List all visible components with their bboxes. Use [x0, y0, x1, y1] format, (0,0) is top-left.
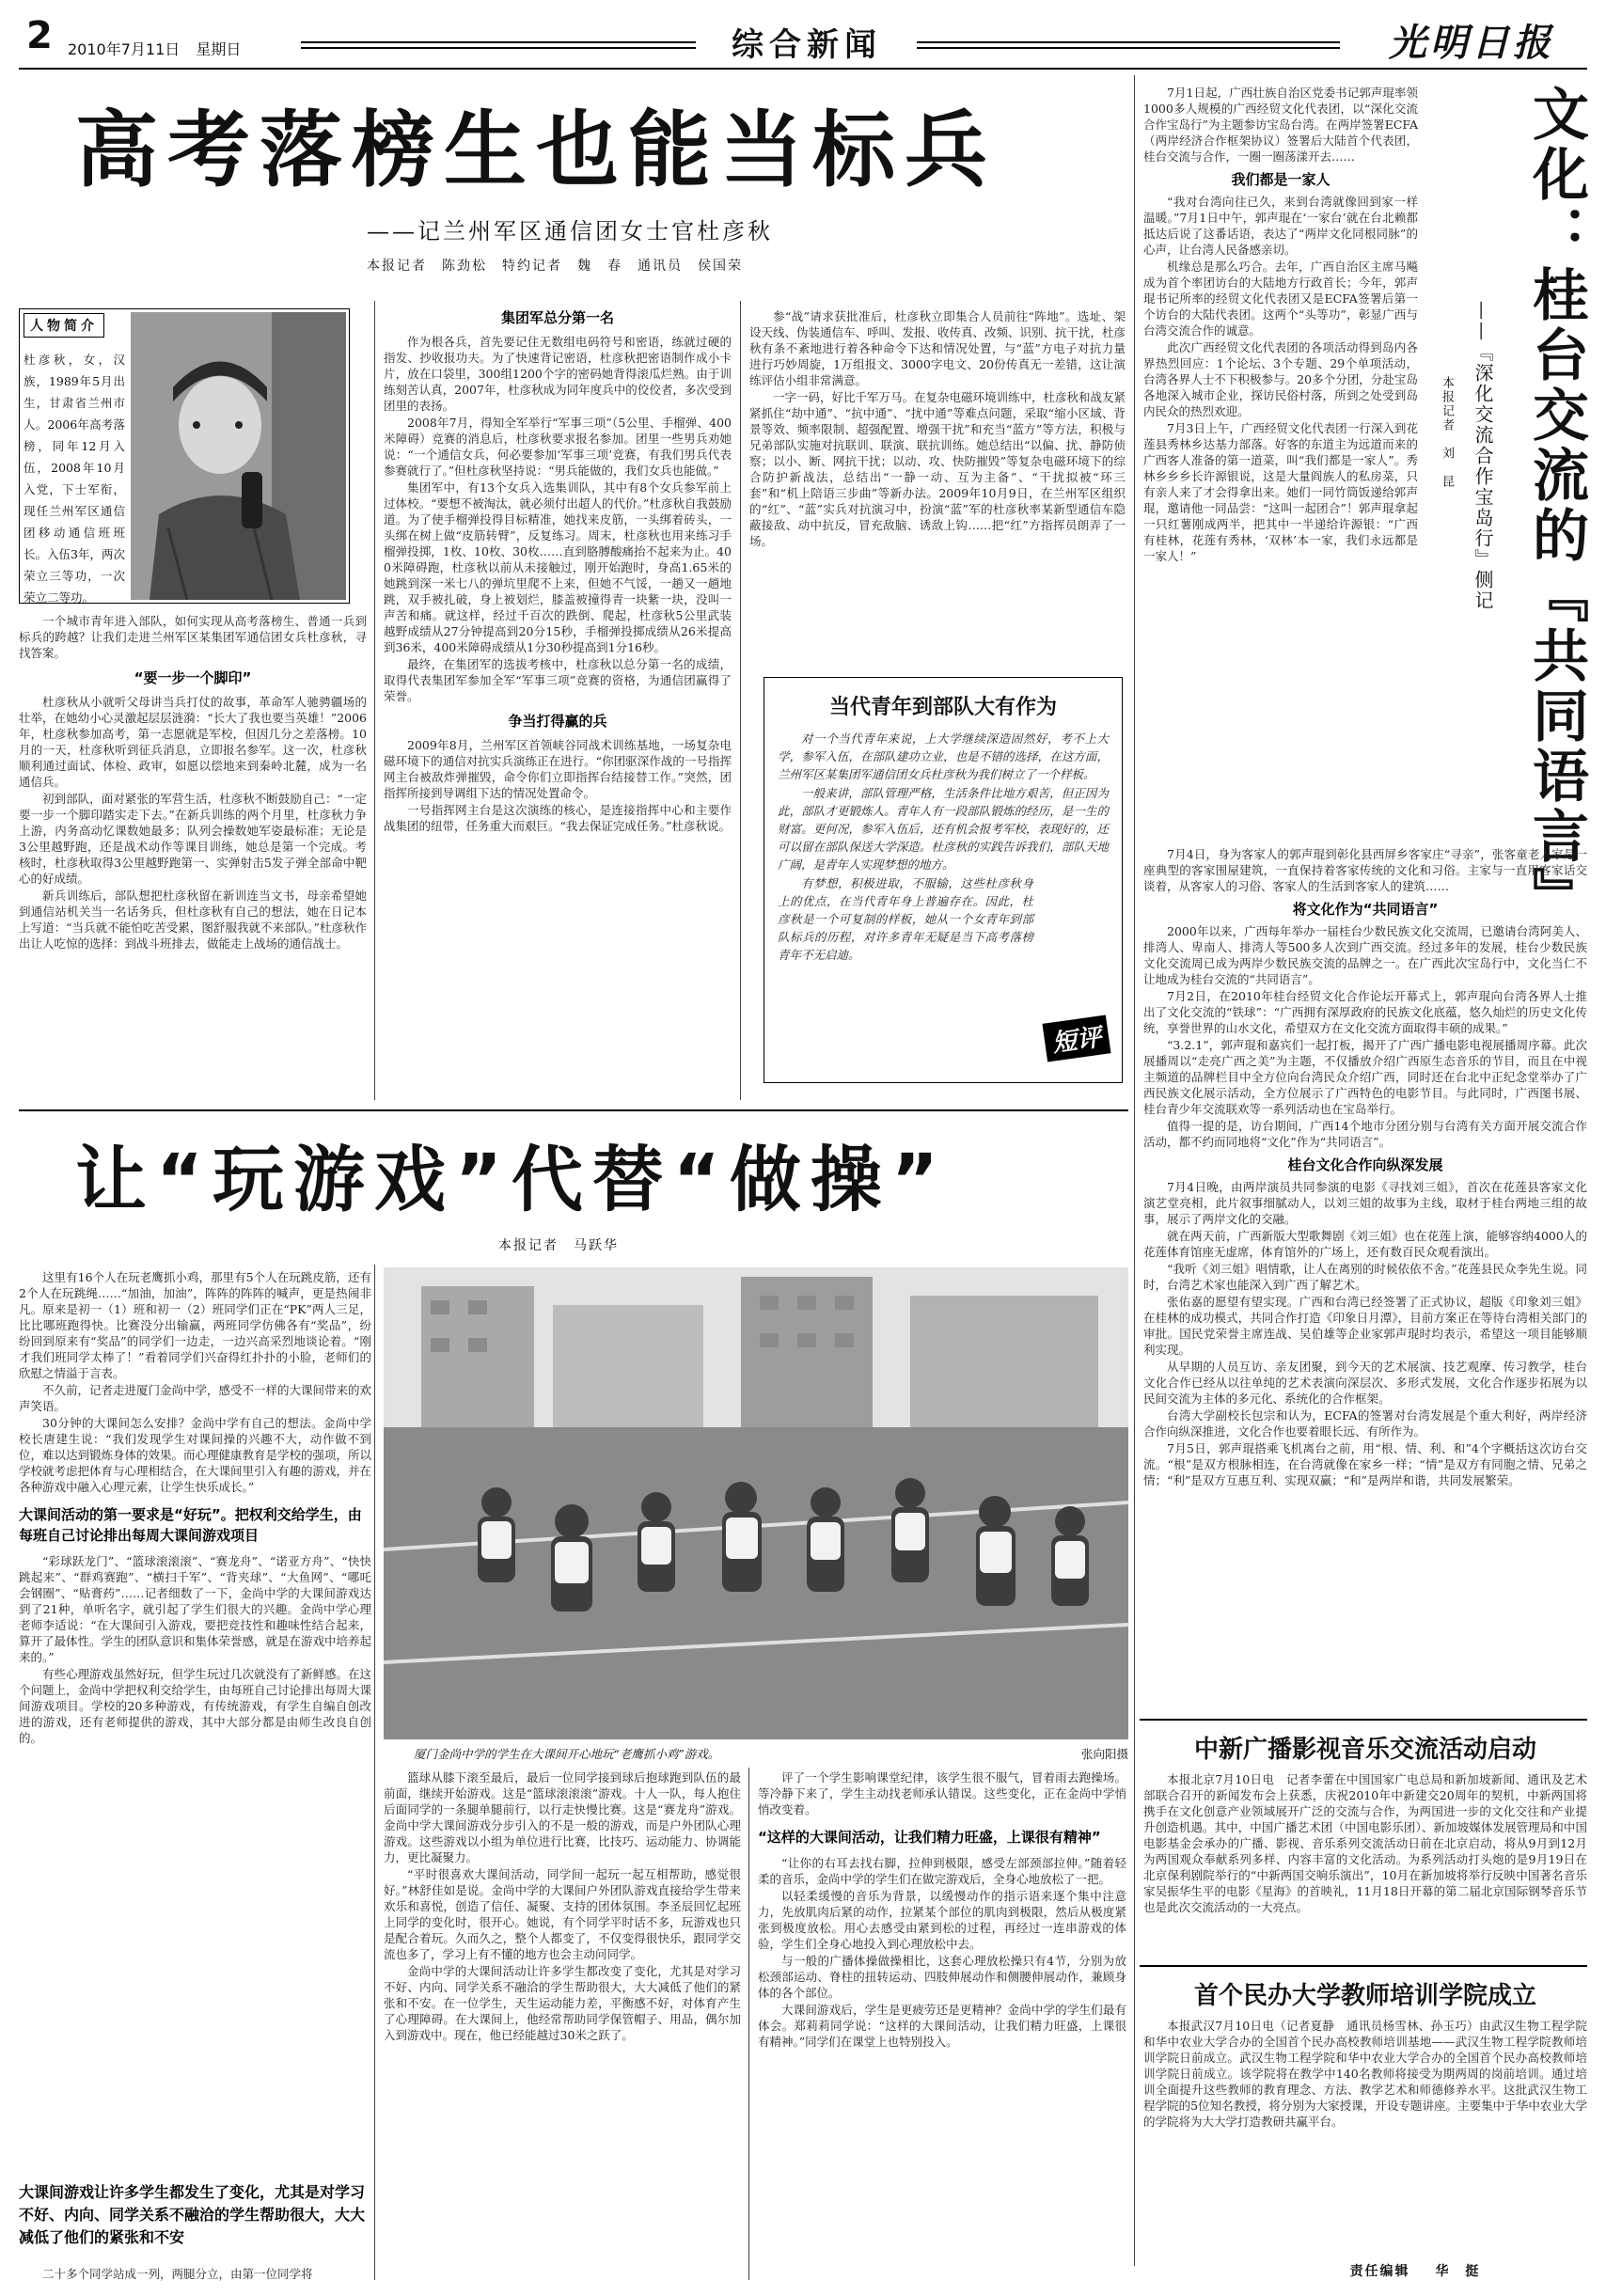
article3-para: 从早期的人员互访、亲友团聚，到今天的艺术展演、技艺观摩、传习教学，桂台文化合作已经从以往单纯的艺术表演向深层次、多形式发展，文化合作逐步拓展为以民间交流为主体的多元化、系统化的合作框架。 [1143, 1360, 1587, 1406]
article3-para: 7月5日，郭声琨搭乘飞机离台之前，用“根、情、利、和”4个字概括这次访台交流。“根”是双方根脉相连，在台湾就像在家乡一样；“情”是双方有同胞之情、兄弟之情；“利”是双方互惠互利、实现双赢；“和”是两岸和谐，共同发展繁荣。 [1143, 1441, 1587, 1487]
article3-para: 7月2日，在2010年桂台经贸文化合作论坛开幕式上，郭声琨向台湾各界人士推出了文化交流的“铁球”：“广西拥有深厚政府的民族文化底蕴，悠久灿烂的历史文化传统，享誉世界的山水文化，希望双方在文化交流方面取得丰硕的成果。” [1143, 989, 1587, 1035]
article3-para: “我对台湾向往已久，来到台湾就像回到家一样温暖。”7月1日中午，郭声琨在‘一家台’就在台北赖都抵达后说了这番话语，表达了“两岸文化同根同脉”的心声，让台湾人民备感亲切。 [1143, 195, 1418, 257]
article5-body [1143, 2018, 1587, 2131]
article5-para: 本报武汉7月10日电（记者夏静 通讯员杨雪林、孙玉巧）由武汉生物工程学院和华中农业大学合办的全国首个民办高校教师培训基地——武汉生物工程学院教师培训学院日前成立。武汉生物工程学院和华中农业大学合办的全国首个民办高校教师培训学院日前成立。该学院将在教学中140名教师将接受为期两周的岗前培训。通过培训全面提升这些教师的教育理念、方法、教学艺术和师德修养水平。这批武汉生物工程学院的5位知名教授，将分别为大家授课，开设专题讲座。主要集中于华中农业大学的学院将为大大学打造教研共赢平台。 [1143, 2019, 1587, 2129]
profile-tag: 人物简介 [24, 313, 104, 338]
article1-para: 2008年7月，得知全军举行“军事三项”（5公里、手榴弹、400米障碍）竞赛的消息后，杜彦秋要求报名参加。团里一些男兵劝她说：“一个通信女兵，何必要参加‘军事三项’竞赛，有我们男兵代表参赛就行了。”但杜彦秋坚持说：“男兵能做的，我们女兵也能做。” [384, 416, 732, 478]
comment-para: 一般来讲，部队管理严格，生活条件比地方艰苦，但正因为此，部队才更锻炼人。青年人有一段部队锻炼的经历，是一生的财富。更何况，参军入伍后，还有机会报考军校，表现好的，还可以留在部队保送大学深造。杜彦秋的实践告诉我们，部队天地广阔，是青年人实现梦想的地方。 [778, 786, 1109, 872]
article3-para: 就在两天前，广西新版大型歌舞剧《刘三姐》也在花莲上演，能够容纳4000人的花莲体育馆座无虚席，体育馆外的广场上，还有数百民众观看演出。 [1143, 1229, 1587, 1259]
article3-para: 2000年以来，广西每年举办一届桂台少数民族文化交流周，已邀请台湾阿美人、排湾人、卑南人、排湾人等500多人次到广西交流。经过多年的发展，桂台少数民族文化交流周已成为两岸少数民族交流的品牌之一。在广西此次宝岛行中，文化当仁不让地成为桂台交流的“共同语言”。 [1143, 924, 1587, 986]
article3-body [1143, 846, 1587, 1489]
article1-para: 杜彦秋从小就听父母讲当兵打仗的故事，革命军人驰骋疆场的壮举，在她幼小心灵激起层层涟漪：“长大了我也要当英雄！”2006年，杜彦秋参加高考，第一志愿就是军校，但因几分之差落榜。10月的一天，杜彦秋听到征兵消息，立即报名参军。这一次，杜彦秋顺利通过面试、体检、政审，如愿以偿地来到秦岭北麓，成为一名通信兵。 [19, 695, 367, 789]
photo-credit: 张向阳摄 [1080, 1747, 1128, 1761]
section-title: 综合新闻 [732, 26, 882, 64]
column-rule [374, 1265, 375, 2280]
article2-col1 [19, 1269, 371, 1747]
article3-para: 值得一提的是，访台期间，广西14个地市分团分别与台湾有关方面开展交流合作活动，都不约而同地将“文化”作为“共同语言”。 [1143, 1119, 1587, 1149]
article2-para: “平时很喜欢大课间活动，同学间一起玩一起互相帮助，感觉很好。”林舒佳如是说。金尚中学的大课间户外团队游戏直接给学生带来欢乐和喜悦，创造了信任、凝聚、支持的团体氛围。李圣辰回忆起班上同学的变化时，很开心。她说，有个同学平时话不多，玩游戏也只是配合着玩。久而久之，整个人都变了，不仅变得很快乐，跟同学交流也多了，学习上有不懂的地方也会主动问同学。 [384, 1867, 741, 1961]
article2-photo [384, 1267, 1128, 1739]
article2-col3-section-title: “这样的大课间活动，让我们精力旺盛，上课很有精神” [758, 1829, 1101, 1846]
article1-para: 集团军中，有13个女兵入选集训队，其中有8个女兵参军前上过体校。“要想不被淘汰，就必须付出超人的代价。”杜彦秋自我鼓励道。为了使手榴弹投得目标精准，她找来皮筋，一头绑着砖头，一头绑在树上做“皮筋转臂”，反复练习。周末，杜彦秋也用来练习手榴弹投掷，1枚、10枚、30枚……直到胳膊酸痛抬不起来为止。400米障碍跑，杜彦秋以前从未接触过，刚开始跑时，身高1.65米的她跳到深一米七八的弹坑里爬不上来，但她不气馁，一趟又一趟地跳，双手被扎破，身上被划烂，膝盖被撞得青一块紫一块，没叫一声苦和痛。就这样，经过千百次的跌倒、爬起，杜彦秋5公里武装越野成绩从27分钟提高到20分15秒，手榴弹投掷成绩从26米提高到36米，400米障碍成绩从1分30秒提高到1分16秒。 [384, 480, 732, 654]
profile-photo [131, 312, 346, 600]
article2-para: “让你的右耳去找右脚，拉伸到极限，感受左部颈部拉伸。”随着轻柔的音乐，金尚中学的学生们在做完游戏后，全身心地放松了一把。 [758, 1856, 1126, 1886]
date-text: 2010年7月11日 [68, 40, 181, 58]
article1-col2-section2-title: 争当打得赢的兵 [508, 713, 607, 730]
article2-para: 评了一个学生影响课堂纪律，该学生很不服气，冒着雨去跑操场。等冷静下来了，学生主动找老师承认错误。这些变化，正在金尚中学悄悄改变着。 [758, 1770, 1126, 1816]
article2-callout: 大课间游戏让许多学生都发生了变化，尤其是对学习不好、内向、同学关系不融洽的学生帮助很大，大大减低了他们的紧张和不安 [19, 2183, 366, 2246]
article4-para: 本报北京7月10日电 记者李蕾在中国国家广电总局和新加坡新闻、通讯及艺术部联合召开的新闻发布会上获悉，庆祝2010年中新建交20周年的契机，中新两国将携手在文化创意产业领域展开广泛的交流与合作，为两国进一步的文化交往和产业提升创造机遇。其中，中国广播艺术团（中国电影乐团）、新加坡媒体发展管理局和中国电影基金会承办的广播、影视、音乐系列交流活动日前在北京启动，将从9月到12月为两国观众奉献系列多样、内容丰富的文化活动。为系列活动打头炮的是9月19日在北京保利剧院举行的“中新两国交响乐演出”，10月在新加坡将举行反映中国著名音乐家吴振华生平的电影《星海》的首映礼，11月18日开幕的第二届北京国际钢琴音乐节也是此次交流活动的一大亮点。 [1143, 1772, 1587, 1914]
article2-col3 [758, 1769, 1126, 2051]
article1-byline: 本报记者 陈劲松 特约记者 魏 春 通讯员 侯国荣 [367, 259, 743, 274]
students-playing-photo-icon [384, 1267, 1128, 1739]
article3-subheadline-text: ——『深化交流合作宝岛行』侧记 [1472, 301, 1494, 611]
article3-para: 7月3日上午，广西经贸文化代表团一行深入到花莲县秀林乡达基力部落。好客的东道主为远道而来的广西客人准备的第一道菜，叫“我们都是一家人”。秀林乡乡乡长许源银说，这是大量阎族人的私房菜，只有亲人来了才会得拿出来。她们一同竹筒饭递给郭声琨，邀请他一同品尝：“这叫一起团合”！郭声琨拿起一只红薯刚成两半，把其中一半递给许源银：“广西有桂林，花莲有秀林，‘双林’本一家，我们永远都是一家人！” [1143, 421, 1418, 563]
column-rule [374, 301, 375, 1100]
header-bottom-rule [19, 68, 1587, 70]
article2-para: “彩球跃龙门”、“篮球滚滚滚”、“赛龙舟”、“诺亚方舟”、“快快跳起来”、“群鸡赛跑”、“横扫千军”、“背夹球”、“大鱼网”、“哪吒会钢圈”、“贴膏药”……记者细数了一下，金尚中学的大课间游戏达到了21种，单听名字，就引起了学生们很大的兴趣。金尚中学心理老师李适说：“在大课间引入游戏，要把竞技性和趣味性结合起来，算开了最体性。学生的团队意识和集体荣誉感，就是在游戏中培养起来的。” [19, 1554, 372, 1664]
article2-para: 不久前，记者走进厦门金尚中学，感受不一样的大课间带来的欢声笑语。 [19, 1383, 372, 1413]
masthead-logo: 光明日报 [1389, 21, 1554, 65]
article2-para: 与一般的广播体操做操相比，这套心理放松操只有4节，分别为放松颈部运动、脊柱的扭转运动、四肢伸展动作和侧腰伸展动作，兼顾身体的各个部位。 [758, 1954, 1126, 2000]
comment-box [764, 677, 1123, 1083]
column-rule [748, 1768, 749, 2280]
article1-intro: 一个城市青年进入部队，如何实现从高考落榜生、普通一兵到标兵的跨越？让我们走进兰州军区某集团军通信团女兵杜彦秋，寻找答案。 [19, 614, 367, 660]
article2-col1-section-title: 大课间活动的第一要求是“好玩”。把权利交给学生，由每班自己讨论排出每周大课间游戏项目 [19, 1506, 362, 1544]
article4-headline: 中新广播影视音乐交流活动启动 [1193, 1736, 1536, 1764]
article1-col3 [749, 308, 1126, 550]
article2-headline: 让“玩游戏”代替“做操” [75, 1138, 948, 1221]
article2-para: 这里有16个人在玩老鹰抓小鸡，那里有5个人在玩跳皮筋，还有2个人在玩跳绳……“加油，加油”，阵阵的阵阵的喊声，更是热闹非凡。原来是初一（1）班和初一（2）班同学们正在“PK”两人三足，比比哪班跑得快。比赛没分出输赢，两班同学仿佛各有“奖品”，纷纷回到原来有“奖品”的同学们一边走，一边兴高采烈地谈论着。“刚才我们班同学太棒了！”看着同学们兴奋得红扑扑的小脸，老师们的欣慰之情溢于言表。 [19, 1270, 371, 1380]
article5-headline: 首个民办大学教师培训学院成立 [1193, 1982, 1536, 2010]
editor-label: 责任编辑 [1349, 2264, 1410, 2279]
article3-para: “3.2.1”，郭声琨和嘉宾们一起打板，揭开了广西广播电影电视展播周序幕。此次展播周以“走亮广西之美”为主题，不仅播放介绍广西原生态音乐的节目，而且在中视主频道的品牌栏目中全方位向台湾民众介绍广西，同时还在台北中正纪念堂举办了广西民族文化展示活动，全方位展示了广西特色的电影节目。与此同时，广西图书展、桂台青少年交流联欢等一系列活动也在宝岛举行。 [1143, 1038, 1587, 1116]
header-rule-right [917, 41, 1340, 49]
column-rule [740, 301, 741, 1100]
article1-para: 初到部队，面对紧张的军营生活，杜彦秋不断鼓励自己：“一定要一步一个脚印踏实走下去。”在新兵训练的两个月里，杜彦秋力争上游，内务高动忆课数她最多；队列会操数她军姿最标准；无论是3公里越野跑，还是战术动作等课目训练，她总是第一个完成。考核时，杜彦秋取得3公里越野跑第一、实弹射击5发子弹全部命中靶心的好成绩。 [19, 792, 367, 886]
article4-body [1143, 1771, 1587, 1916]
article3-section2-title: 将文化作为“共同语言” [1292, 901, 1439, 918]
article3-para: 此次广西经贸文化代表团的各项活动得到岛内各界热烈回应：1个论坛、3个专题、29个单项活动，台湾各界人士不下积极参与。20多个分团，分赴宝岛各地深入城市企业，探访民俗村落，所到之处受到岛内民众的热烈欢迎。 [1143, 340, 1418, 418]
comment-stamp: 短评 [1042, 1014, 1110, 1062]
article2-para: 30分钟的大课间怎么安排？金尚中学有自己的想法。金尚中学校长唐建生说：“我们发现学生对课间操的兴趣不大，动作做不到位，难以达到锻炼身体的效果。而心理健康教育是学校的强项，所以学校就考虑把体育与心理相结合，在大课间里引入有趣的游戏，并在各种游戏中融入心理元素，让学生快乐成长。” [19, 1416, 372, 1494]
comment-title: 当代青年到部队大有作为 [828, 696, 1057, 719]
article1-para: 最终，在集团军的选拔考核中，杜彦秋以总分第一名的成绩，取得代表集团军参加全军“军事三项”竞赛的资格，为通信团赢得了荣誉。 [384, 657, 732, 703]
article3-para: 机缘总是那么巧合。去年，广西自治区主席马飚成为首个率团访台的大陆地方行政首长；今年，郭声琨书记所率的经贸文化代表团又是ECFA签署后第一个访台的大陆代表团。这两个“头等功”，彰显广西与台湾交流合作的诚意。 [1143, 259, 1418, 338]
article3-subheadline [1459, 301, 1497, 611]
article1-para: 新兵训练后，部队想把杜彦秋留在新训连当文书，母亲希望她到通信站机关当一名话务兵，但杜彦秋有自己的想法，她在日记本上写道：“当兵就不能怕吃苦受累，图舒服我就不来部队。”杜彦秋作出让人吃惊的选择：到战斗班排去，做能走上战场的通信战士。 [19, 889, 367, 951]
article2-para: 金尚中学的大课间活动让许多学生都改变了变化，尤其是对学习不好、内向、同学关系不融洽的学生帮助很大，大大减低了他们的紧张和不安。在一位学生，天生运动能力差，平衡感不好，对体育产生了心理障碍。在大课间上，他经常帮助同学保管帽子、用品，偶尔加入到游戏中。现在，他已经能越过30米之跃了。 [384, 1964, 741, 2042]
header-rule [301, 41, 696, 49]
issue-date [68, 38, 241, 59]
article3-section3-title: 桂台文化合作向纵深发展 [1287, 1156, 1443, 1173]
editor-credit [1251, 2261, 1580, 2280]
article2-col2 [384, 1769, 741, 2044]
weekday-text: 星期日 [196, 40, 242, 58]
article2-col1-end: 二十多个同学站成一列，两腿分立，由第一位同学将 [42, 2267, 313, 2281]
article3-headline [1503, 85, 1587, 927]
comment-para: 有梦想，积极进取，不服输，这些杜彦秋身上的优点，在当代青年身上普遍存在。因此，杜彦秋是一个可复制的样板，她从一个女青年到部队标兵的历程，对许多青年无疑是当下高考落榜青年不无启迪。 [778, 876, 1033, 962]
article3-para: 张佑嘉的愿望有望实现。广西和台湾已经签署了正式协议，超版《印象刘三姐》在桂林的成功模式，共同合作打造《印象日月潭》，目前方案正在等待台湾相关部门的审批。国民党荣誉主席连战、吴伯雄等企业家郭声琨时均表示，希望这一项目能够顺利实现。 [1143, 1295, 1587, 1357]
profile-box [19, 308, 350, 604]
article3-para: 7月4日晚，由两岸演员共同参演的电影《寻找刘三姐》，首次在花莲县客家文化演艺堂亮相，此片叙事细腻动人，以刘三姐的故事为主线，取材于桂台两地三组的故事，展示了两岸文化的交融。 [1143, 1180, 1587, 1226]
article-separator [19, 1109, 1128, 1111]
article1-col1 [19, 613, 367, 952]
article2-para: 大课间游戏后，学生是更疲劳还是更精神？金尚中学的学生们最有体会。郑莉莉同学说：“这样的大课间活动，让我们精力旺盛，上课很有精神。”同学们在课堂上也特别投入。 [758, 2003, 1126, 2049]
article1-headline: 高考落榜生也能当标兵 [75, 102, 998, 198]
article3-para: 7月1日起，广西壮族自治区党委书记郭声琨率领1000多人规模的广西经贸文化代表团，以“深化交流合作宝岛行”为主题参访宝岛台湾。在两岸签署ECFA（两岸经济合作框架协议）签署后大陆首个代表团，桂台交流与合作，一圈一圈荡漾开去…… [1143, 86, 1418, 164]
article-separator [1140, 1719, 1587, 1721]
article1-col2-section-title: 集团军总分第一名 [500, 309, 614, 326]
article1-para: 一字一码，好比千军万马。在复杂电磁环境训练中，杜彦秋和战友紧紧抓住“劫中通”、“抗中通”、“扰中通”等难点问题，采取“缩小区域、背景等效、频率限制、超强配置、增强干扰”和充当“蓝方”等方法，积极与兄弟部队实施对抗联训、联演、联抗训练。她总结出“以偏、扰、静防侦察；以小、断、网抗干扰；以动、攻、快防摧毁”等复杂电磁环境下的综合防护新战法，总结出“一静一动、互为主备”、“干扰拟被“环三套”和“机上陪语三步曲”等新办法。2009年10月9日，在兰州军区组织的“红”、“蓝”实兵对抗演习中，扮演“蓝”军的杜彦秋率某新型通信车隐蔽接敌、动中抗反，冒充敌脑、诱敌上钩……把“红”方指挥员朗弄了一场。 [749, 390, 1126, 548]
article3-headline-text: 文化：桂台交流的『共同语言』 [1523, 85, 1589, 927]
comment-para: 对一个当代青年来说，上大学继续深造固然好，考不上大学，参军入伍，在部队建功立业，也是不错的选择，在这方面，兰州军区某集团军通信团女兵杜彦秋为我们树立了一个样板。 [778, 731, 1109, 781]
article1-subheadline: ——记兰州军区通信团女士官杜彦秋 [367, 218, 773, 244]
article2-para: 以轻柔缓慢的音乐为背景，以缓慢动作的指示语来逐个集中注意力，先放肌肉后紧的动作，拉紧某个部位的肌肉到极限，然后从极度紧张到极度放松。用心去感受由紧到松的过程，再经过一连串游戏的体验，学生们全身心地投入到心理放松中去。 [758, 1889, 1126, 1951]
photo-caption: 厦门金尚中学的学生在大课间开心地玩“老鹰抓小鸡”游戏。 [414, 1747, 720, 1761]
article3-para: 7月4日，身为客家人的郭声琨到彰化县西屏乡客家庄“寻亲”，张客童老人家是一座典型的客家围屋建筑，一直保持着客家传统的文化和习俗。主家与一直用客家话交谈着，从客家人的习俗、客家人的生活到客家人的建筑…… [1143, 847, 1587, 893]
column-rule [1134, 75, 1135, 2266]
profile-text: 杜彦秋，女，汉族，1989年5月出生，甘肃省兰州市人。2006年高考落榜，同年12月入伍，2008年10月入党，下士军衔，现任兰州军区通信团移动通信班班长。入伍3年，两次荣立三等功，一次荣立二等功。 [24, 353, 125, 605]
article1-para: 2009年8月，兰州军区首领峡谷同战术训练基地，一场复杂电磁环境下的通信对抗实兵演练正在进行。“你团驱深作战的一号指挥网主台被敌炸弹摧毁，命令你们立即指挥台结接替工作。”突然，团指挥所接到导调组下达的情况处置命令。 [384, 738, 732, 800]
article3-top-col [1143, 85, 1418, 565]
article-separator [1140, 1965, 1587, 1967]
article1-para: 参“战”请求获批准后，杜彦秋立即集合人员前往“阵地”。选址、架设天线、伪装通信车、呼叫、发报、收传真、改频、识别、抗干扰，杜彦秋有条不紊地进行着各种命令下达和情况处置，与“蓝”方电子对抗力量进行巧妙周旋，1万组报文、3000字电文、20份传真无一差错，这让演练评估小组非常满意。 [749, 309, 1126, 387]
article1-para: 作为根各兵，首先要记住无数组电码符号和密语，练就过硬的指发、抄收报功夫。为了快速背记密语，杜彦秋把密语制作成小卡片，放在口袋里，300组1200个字的密码她背得滚瓜烂熟。由于训练刻苦认真，2007年，杜彦秋成为同年度兵中的佼佼者，多次受到团里的表扬。 [384, 335, 732, 413]
comment-body [764, 730, 1122, 964]
page-number: 2 [26, 14, 53, 57]
article3-para: “我听《刘三姐》唱情歌，让人在离别的时候依依不舍。”花莲县民众李先生说。同时，台湾艺术家也能深入到广西了解艺术。 [1143, 1262, 1587, 1292]
editor-name: 华 挺 [1435, 2264, 1481, 2279]
article3-section1-title: 我们都是一家人 [1231, 171, 1330, 188]
article1-col2 [384, 308, 732, 835]
soldier-portrait-icon [131, 312, 346, 600]
article3-byline [1427, 376, 1456, 489]
article1-para: 一号指挥网主台是这次演练的核心，是连接指挥中心和主要作战集团的纽带，任务重大而艰巨。“我去保证完成任务。”杜彦秋说。 [384, 803, 732, 833]
article2-para: 篮球从膝下滚至最后，最后一位同学接到球后抱球跑到队伍的最前面，继续开始游戏。这是“篮球滚滚滚”游戏。十人一队，每人抱住后面同学的一条腿单腿前行，以行走快慢比赛。这是“赛龙舟”游戏。金尚中学大课间游戏分步引入的不是一般的游戏，而是户外团队心理游戏。这些游戏以小组为单位进行比赛，比技巧、运动能力、协调能力，更比凝聚力。 [384, 1770, 741, 1864]
article1-section1-title: “要一步一个脚印” [134, 669, 252, 686]
article3-byline-text: 本报记者 刘 昆 [1440, 376, 1454, 489]
article2-byline: 本报记者 马跃华 [498, 1238, 619, 1253]
article2-para: 有些心理游戏虽然好玩，但学生玩过几次就没有了新鲜感。在这个问题上，金尚中学把权利交给学生，由每班自己讨论排出每周大课间游戏项目。学校的20多种游戏，有传统游戏，有学生自编自创改进的游戏，还有老师提供的游戏，其中大部分都是由师生改良自创的。 [19, 1667, 372, 1745]
article3-para: 台湾大学副校长包宗和认为，ECFA的签署对台湾发展是个重大利好，两岸经济合作向纵深推进，文化合作也要着眼长远、有所作为。 [1143, 1408, 1587, 1439]
